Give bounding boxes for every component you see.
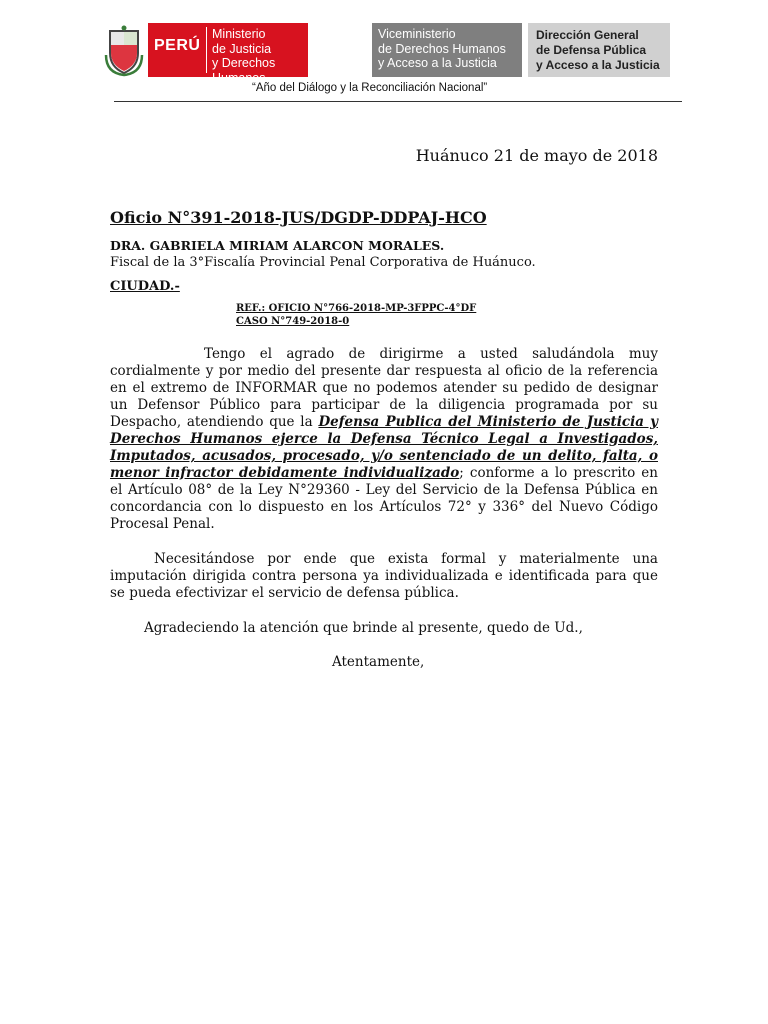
direction-banner [528,23,670,77]
body-paragraph-2: Necesitándose por ende que exista formal y materialmente una imputación dirigida contra persona ya individualizada e identificada para que se pueda efectivizar el servicio de defensa pública. [110,551,658,601]
addressee-name: DRA. GABRIELA MIRIAM ALARCON MORALES. [110,238,445,253]
viceministry-name: Viceministerio de Derechos Humanos y Acceso a la Justicia [378,27,506,70]
reference-block [236,302,476,328]
ministry-name: Ministerio de Justicia y Derechos Humanos [212,27,276,85]
letter-date: Huánuco 21 de mayo de 2018 [415,146,658,165]
direction-name: Dirección General de Defensa Pública y Acceso a la Justicia [536,28,660,72]
sign-off: Atentamente, [332,654,425,670]
ministry-banner [148,23,308,85]
peru-label: PERÚ [154,37,201,54]
year-motto: “Año del Diálogo y la Reconciliación Nacional” [252,82,488,94]
header-divider [114,101,682,102]
body-paragraph-1: Tengo el agrado de dirigirme a usted saludándola muy cordialmente y por medio del presente dar respuesta al oficio de la referencia en el extremo de INFORMAR que no podemos atender su pedido de designar un Defensor Público para participar de la diligencia programada por su Despacho, atendiendo que la Defensa Publica del Ministerio de Justicia y Derechos Humanos ejerce la Defensa Técnico Legal a Investigados, Imputados, acusados, procesado, y/o sentenciado de un delito, falta, o menor infractor debidamente individualizado; conforme a lo prescrito en el Artículo 08° de la Ley N°29360 - Ley del Servicio de la Defensa Pública en concordancia con lo dispuesto en los Artículos 72° y 336° del Nuevo Código Procesal Penal. [110,346,658,532]
coat-of-arms-icon [104,25,144,77]
oficio-number: Oficio N°391-2018-JUS/DGDP-DDPAJ-HCO [110,208,487,227]
reference-oficio: REF.: OFICIO N°766-2018-MP-3FPPC-4°DF [236,303,477,314]
letterhead [104,23,670,85]
city-line: CIUDAD.- [110,279,180,294]
banner-divider [206,27,207,73]
viceministry-banner [372,23,522,77]
addressee-position: Fiscal de la 3°Fiscalía Provincial Penal Corporativa de Huánuco. [110,255,536,270]
reference-case: CASO N°749-2018-0 [236,316,350,327]
emphasized-clause: Defensa Publica del Ministerio de Justicia y Derechos Humanos ejerce la Defensa Técnico Legal a Investigados, Imputados, acusados, procesado, y/o sentenciado de un delito, falta, o menor infractor debidamente individualizado [110,414,658,481]
closing-line: Agradeciendo la atención que brinde al presente, quedo de Ud., [144,620,583,636]
